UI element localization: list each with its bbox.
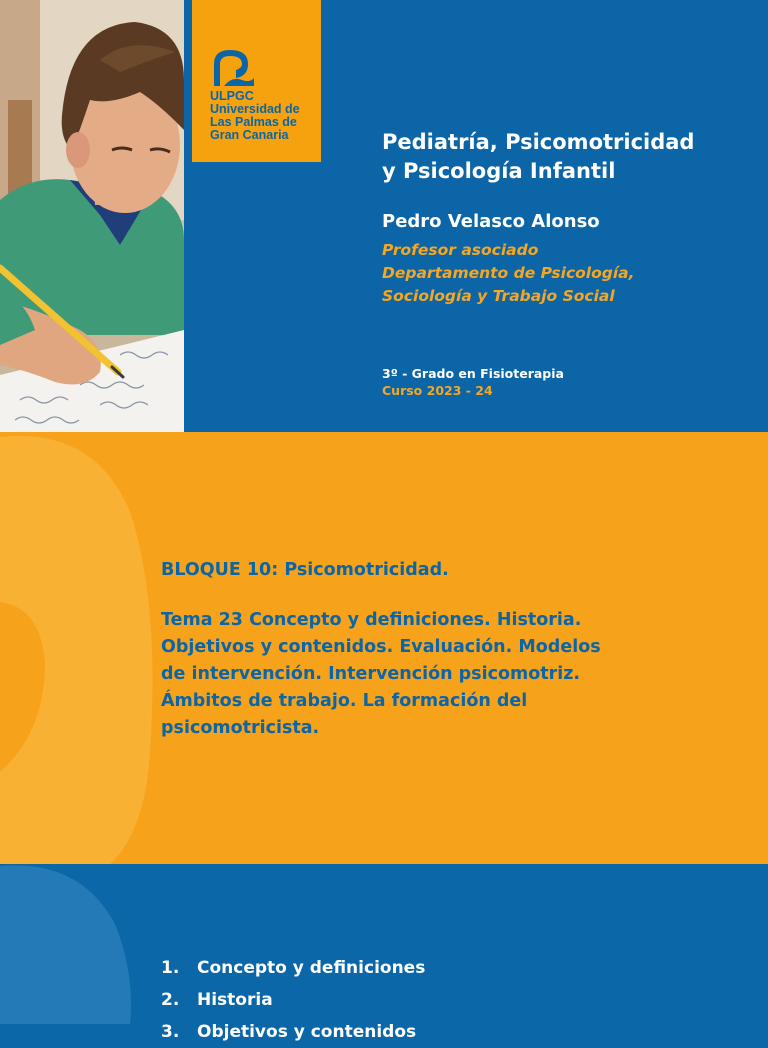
cover-header bbox=[0, 0, 768, 432]
academic-year: Curso 2023 - 24 bbox=[382, 383, 493, 398]
ulpgc-logo-icon bbox=[208, 46, 256, 90]
child-drawing-photo bbox=[0, 0, 184, 432]
toc-item-number: 1. bbox=[161, 958, 180, 978]
toc-item-label: Historia bbox=[197, 990, 273, 1010]
course-title-line: y Psicología Infantil bbox=[382, 159, 616, 183]
toc-item-number: 2. bbox=[161, 990, 180, 1010]
course-title-line: Pediatría, Psicomotricidad bbox=[382, 130, 695, 154]
toc-item-label: Concepto y definiciones bbox=[197, 958, 426, 978]
topic-line: de intervención. Intervención psicomotriz. bbox=[161, 664, 581, 684]
topic-section bbox=[0, 432, 768, 864]
author-role-line: Profesor asociado bbox=[382, 241, 539, 259]
author-role-line: Departamento de Psicología, bbox=[382, 264, 635, 282]
university-acronym: ULPGC bbox=[210, 89, 254, 103]
topic-line: Ámbitos de trabajo. La formación del bbox=[161, 691, 528, 711]
topic-line: Tema 23 Concepto y definiciones. Historia. bbox=[161, 610, 582, 630]
author-role-line: Sociología y Trabajo Social bbox=[382, 287, 615, 305]
university-logo-block bbox=[192, 0, 321, 162]
degree-label: 3º - Grado en Fisioterapia bbox=[382, 366, 564, 381]
toc-item[interactable] bbox=[161, 952, 425, 984]
topic-line: Objetivos y contenidos. Evaluación. Modelos bbox=[161, 637, 601, 657]
block-title: BLOQUE 10: Psicomotricidad. bbox=[161, 560, 449, 580]
university-name-line: Universidad de bbox=[210, 102, 300, 116]
table-of-contents bbox=[161, 952, 425, 1048]
toc-item[interactable] bbox=[161, 1016, 425, 1048]
author-role bbox=[382, 239, 752, 308]
toc-item[interactable] bbox=[161, 984, 425, 1016]
university-name-line: Las Palmas de bbox=[210, 115, 297, 129]
university-name bbox=[210, 90, 300, 142]
course-title bbox=[382, 128, 752, 186]
topic-line: psicomotricista. bbox=[161, 718, 320, 738]
topic-description bbox=[161, 607, 721, 742]
toc-item-number: 3. bbox=[161, 1022, 180, 1042]
table-of-contents-section bbox=[0, 864, 768, 1042]
toc-item-label: Objetivos y contenidos bbox=[197, 1022, 417, 1042]
university-name-line: Gran Canaria bbox=[210, 128, 289, 142]
author-name: Pedro Velasco Alonso bbox=[382, 211, 600, 232]
